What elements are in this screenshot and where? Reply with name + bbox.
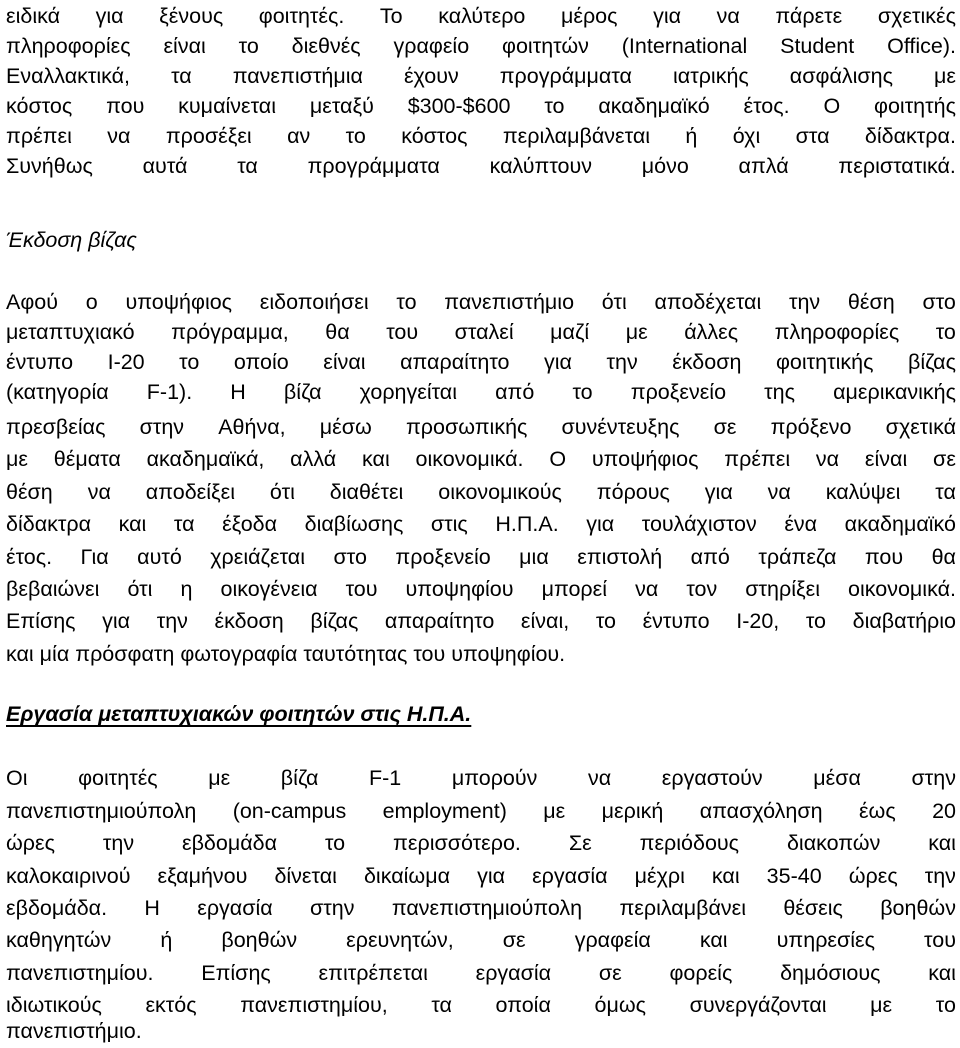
word: τα <box>237 154 258 178</box>
word: εργασία <box>475 961 552 985</box>
word: έτος. <box>6 545 53 569</box>
text-line <box>6 376 956 409</box>
word: απαραίτητο <box>400 350 510 374</box>
word: εκτός <box>145 993 197 1017</box>
text-line <box>6 924 956 957</box>
word: ακαδημαϊκό <box>844 512 956 536</box>
word: το <box>935 320 956 344</box>
word: σε <box>713 415 737 439</box>
word: σε <box>502 928 526 952</box>
word: πρεσβείας <box>6 415 106 439</box>
word: φοιτητές <box>78 766 158 790</box>
word: πανεπιστήμιο <box>444 290 575 314</box>
word: ακαδημαϊκά, <box>146 447 265 471</box>
word: γραφεία <box>574 928 651 952</box>
word: την <box>156 609 188 633</box>
word: υποψήφιος <box>591 447 699 471</box>
word: στην <box>310 896 355 920</box>
word: F-1). <box>146 380 193 404</box>
word: οικογένεια <box>220 577 318 601</box>
word: που <box>106 94 145 118</box>
word: την <box>788 290 821 314</box>
word: τουλάχιστον <box>641 512 757 536</box>
word: $300-$600 <box>407 94 511 118</box>
word: ώρες <box>848 864 898 888</box>
text-line <box>6 346 956 379</box>
word: στην <box>911 766 956 790</box>
word: χρειάζεται <box>210 545 306 569</box>
word: Η.Π.Α. <box>495 512 559 536</box>
word: να <box>635 577 659 601</box>
word: εργαστούν <box>661 766 763 790</box>
word: το <box>805 609 827 633</box>
word: ακαδημαϊκό <box>598 94 710 118</box>
word: Ο <box>549 447 567 471</box>
word: ασφάλισης <box>789 64 893 88</box>
text-line <box>6 541 956 574</box>
word: περιόδους <box>639 831 740 855</box>
word: Αφού <box>6 290 58 314</box>
word: τα <box>171 64 192 88</box>
word: μέσω <box>319 415 372 439</box>
word: αλλά <box>290 447 337 471</box>
word: είναι <box>864 447 908 471</box>
word: βοηθών <box>221 928 298 952</box>
section-heading-work: Εργασία μεταπτυχιακών φοιτητών στις Η.Π.Α. <box>6 702 472 726</box>
word: θέση <box>847 290 895 314</box>
word: 35-40 <box>766 864 822 888</box>
word: για <box>477 864 506 888</box>
word: I-20, <box>736 609 780 633</box>
word: το <box>544 94 565 118</box>
word: καλύψει <box>825 480 901 504</box>
text-line <box>6 316 956 349</box>
word: μπορεί <box>541 577 608 601</box>
word: διακοπών <box>786 831 881 855</box>
word: βίζα <box>280 766 319 790</box>
word: έξοδα <box>222 512 278 536</box>
word: τα <box>431 993 452 1017</box>
word: περιλαμβάνει <box>619 896 747 920</box>
word: 20 <box>932 799 956 823</box>
word: πανεπιστημιούπολη <box>6 799 197 823</box>
text-line <box>6 0 956 33</box>
word: περισσότερο. <box>393 831 521 855</box>
text-line-last: και μία πρόσφατη φωτογραφία ταυτότητας του υποψηφίου. <box>6 642 566 666</box>
word: διαβίωσης <box>304 512 404 536</box>
word: αποδέχεται <box>654 290 762 314</box>
word: πρέπει <box>724 447 791 471</box>
word: στην <box>139 415 185 439</box>
word: εξαμήνου <box>157 864 248 888</box>
word: να <box>587 766 612 790</box>
word: σε <box>598 961 622 985</box>
word: πρόξενο <box>770 415 852 439</box>
word: μαζί <box>550 320 590 344</box>
word: φοιτητές. <box>258 4 345 28</box>
word: σχετικά <box>885 415 956 439</box>
word: βίζας <box>310 609 359 633</box>
word: Η <box>230 380 246 404</box>
word: καλύπτουν <box>489 154 592 178</box>
word: πρέπει <box>6 124 72 148</box>
text-line <box>6 827 956 860</box>
word: του <box>345 577 378 601</box>
text-line <box>6 60 956 93</box>
word: (κατηγορία <box>6 380 109 404</box>
word: είναι <box>163 34 206 58</box>
word: διεθνές <box>291 34 361 58</box>
word: Η <box>144 896 160 920</box>
word: το <box>572 380 593 404</box>
word: υποψήφιος <box>125 290 233 314</box>
word: στο <box>922 290 956 314</box>
word: θέση <box>6 480 53 504</box>
word: ο <box>85 290 98 314</box>
word: στα <box>795 124 830 148</box>
word: και <box>928 961 956 985</box>
word: ειδοποιήσει <box>259 290 369 314</box>
word: προγράμματα <box>499 64 632 88</box>
text-line <box>6 476 956 509</box>
word: έντυπο <box>642 609 710 633</box>
word: να <box>87 480 111 504</box>
text-line <box>6 90 956 123</box>
word: Το <box>379 4 403 28</box>
word: του <box>386 320 419 344</box>
word: την <box>102 831 135 855</box>
text-line <box>6 892 956 925</box>
word: και <box>928 831 956 855</box>
word: το <box>595 609 616 633</box>
word: Επίσης <box>201 961 271 985</box>
word: συνεργάζονται <box>689 993 827 1017</box>
word: όμως <box>594 993 647 1017</box>
word: έχουν <box>403 64 459 88</box>
word: ότι <box>601 290 627 314</box>
word: και <box>699 928 728 952</box>
word: δίνεται <box>274 864 337 888</box>
word: κόστος <box>6 94 73 118</box>
word: στο <box>333 545 367 569</box>
word: θα <box>931 545 956 569</box>
word: βοηθών <box>880 896 956 920</box>
word: καθηγητών <box>6 928 112 952</box>
word: σταλεί <box>454 320 514 344</box>
word: στηρίξει <box>745 577 820 601</box>
word: βεβαιώνει <box>6 577 100 601</box>
word: ή <box>685 124 698 148</box>
word: την <box>606 350 638 374</box>
word: για <box>95 4 124 28</box>
word: είναι, <box>520 609 570 633</box>
word: ένα <box>784 512 818 536</box>
word: Αθήνα, <box>218 415 286 439</box>
word: (on-campus <box>232 799 347 823</box>
word: έκδοση <box>214 609 284 633</box>
word: αμερικανικής <box>833 380 956 404</box>
text-line <box>6 957 956 990</box>
word: το <box>396 290 417 314</box>
word: θέματα <box>53 447 121 471</box>
word: άλλες <box>684 320 739 344</box>
text-line <box>6 795 956 828</box>
word: διαβατήριο <box>852 609 956 633</box>
word: πληροφορίες <box>6 34 131 58</box>
word: με <box>6 447 28 471</box>
word: δίδακτρα. <box>864 124 956 148</box>
word: επιτρέπεται <box>318 961 428 985</box>
word: ότι <box>269 480 295 504</box>
word: ερευνητών, <box>346 928 454 952</box>
word: οικονομικά. <box>848 577 956 601</box>
text-line <box>6 286 956 319</box>
word: ξένους <box>159 4 224 28</box>
word: για <box>653 4 682 28</box>
word: η <box>180 577 193 601</box>
word: στις <box>430 512 468 536</box>
word: μέχρι <box>634 864 685 888</box>
word: μέρος <box>560 4 618 28</box>
word: μια <box>519 545 549 569</box>
word: ή <box>160 928 173 952</box>
word: Συνήθως <box>6 154 93 178</box>
word: μπορούν <box>451 766 538 790</box>
word: τα <box>935 480 956 504</box>
word: κόστος <box>401 124 468 148</box>
word: πάρετε <box>775 4 843 28</box>
word: και <box>711 864 740 888</box>
text-line <box>6 120 956 153</box>
word: μέσα <box>813 766 861 790</box>
word: το <box>324 831 346 855</box>
word: ώρες <box>6 831 55 855</box>
word: βίζα <box>283 380 322 404</box>
word: οποία <box>495 993 551 1017</box>
word: ειδικά <box>6 4 61 28</box>
word: γραφείο <box>393 34 470 58</box>
word: καλύτερο <box>438 4 526 28</box>
word: σχετικές <box>877 4 956 28</box>
text-line <box>6 605 956 638</box>
word: φοιτητικής <box>775 350 874 374</box>
word: το <box>238 34 259 58</box>
word: Επίσης <box>6 609 76 633</box>
word: περιλαμβάνεται <box>502 124 651 148</box>
word: για <box>704 480 733 504</box>
word: οικονομικά. <box>415 447 524 471</box>
word: εβδομάδα <box>181 831 278 855</box>
word: πανεπιστημίου, <box>240 993 388 1017</box>
word: του <box>924 928 956 952</box>
word: με <box>934 64 956 88</box>
word: δημόσιους <box>780 961 881 985</box>
word: έτος. <box>743 94 790 118</box>
word: εργασία <box>532 864 608 888</box>
word: εβδομάδα. <box>6 896 108 920</box>
word: πόρους <box>596 480 670 504</box>
word: Student <box>780 34 855 58</box>
text-line <box>6 508 956 541</box>
text-line <box>6 443 956 476</box>
word: μεταπτυχιακό <box>6 320 135 344</box>
word: με <box>625 320 648 344</box>
word: οποίο <box>233 350 289 374</box>
word: είναι <box>323 350 366 374</box>
text-line <box>6 762 956 795</box>
word: με <box>208 766 231 790</box>
text-line-last: πανεπιστήμιο. <box>6 1019 142 1043</box>
text-line <box>6 30 956 63</box>
word: από <box>495 380 535 404</box>
word: πανεπιστημιούπολη <box>391 896 583 920</box>
word: πρόγραμμα, <box>171 320 289 344</box>
word: και <box>362 447 390 471</box>
word: προξενείο <box>395 545 491 569</box>
word: από <box>690 545 730 569</box>
text-line <box>6 573 956 606</box>
word: μεταξύ <box>309 94 374 118</box>
word: της <box>764 380 795 404</box>
word: και <box>118 512 147 536</box>
word: απλά <box>738 154 789 178</box>
word: Ο <box>823 94 841 118</box>
word: (International <box>621 34 748 58</box>
word: κυμαίνεται <box>178 94 277 118</box>
word: μόνο <box>641 154 689 178</box>
word: Οι <box>6 766 28 790</box>
word: έκδοση <box>672 350 742 374</box>
word: για <box>102 609 131 633</box>
word: με <box>870 993 893 1017</box>
text-line <box>6 150 956 183</box>
word: το <box>935 993 956 1017</box>
word: το <box>179 350 200 374</box>
word: προσέξει <box>165 124 252 148</box>
word: προγράμματα <box>307 154 440 178</box>
word: βίζας <box>907 350 956 374</box>
word: F-1 <box>369 766 402 790</box>
word: να <box>767 480 791 504</box>
word: ιδιωτικούς <box>6 993 102 1017</box>
word: για <box>544 350 572 374</box>
section-heading-visa: Έκδοση βίζας <box>6 228 137 252</box>
word: αν <box>287 124 311 148</box>
word: επιστολή <box>577 545 663 569</box>
word: να <box>107 124 131 148</box>
word: μερική <box>601 799 664 823</box>
word: αποδείξει <box>145 480 236 504</box>
word: την <box>924 864 956 888</box>
word: περιστατικά. <box>838 154 956 178</box>
word: Για <box>80 545 109 569</box>
word: αυτά <box>142 154 188 178</box>
word: πανεπιστήμια <box>232 64 363 88</box>
word: τα <box>173 512 195 536</box>
word: δικαίωμα <box>363 864 451 888</box>
word: προσωπικής <box>405 415 528 439</box>
text-line <box>6 411 956 444</box>
word: φοιτητών <box>502 34 589 58</box>
word: τον <box>686 577 718 601</box>
word: για <box>586 512 615 536</box>
word: όχι <box>732 124 761 148</box>
word: δίδακτρα <box>6 512 92 536</box>
word: πανεπιστημίου. <box>6 961 154 985</box>
word: έως <box>858 799 896 823</box>
word: να <box>815 447 840 471</box>
word: οικονομικούς <box>438 480 562 504</box>
word: φοιτητής <box>874 94 956 118</box>
word: θα <box>325 320 350 344</box>
word: employment) <box>382 799 507 823</box>
word: σε <box>933 447 956 471</box>
word: διαθέτει <box>329 480 404 504</box>
word: Σε <box>568 831 592 855</box>
word: χορηγείται <box>359 380 458 404</box>
word: φορείς <box>669 961 733 985</box>
word: τράπεζα <box>758 545 837 569</box>
word: Office). <box>887 34 956 58</box>
text-line <box>6 860 956 893</box>
word: συνέντευξης <box>561 415 680 439</box>
word: να <box>716 4 740 28</box>
word: απασχόληση <box>699 799 823 823</box>
word: καλοκαιρινού <box>6 864 131 888</box>
word: εργασία <box>197 896 273 920</box>
word: I-20 <box>107 350 145 374</box>
word: υπηρεσίες <box>776 928 875 952</box>
word: θέσεις <box>783 896 843 920</box>
word: Εναλλακτικά, <box>6 64 131 88</box>
word: με <box>543 799 566 823</box>
word: υποψηφίου <box>405 577 514 601</box>
word: ιατρικής <box>673 64 749 88</box>
word: απαραίτητο <box>384 609 495 633</box>
word: πληροφορίες <box>774 320 900 344</box>
word: το <box>345 124 366 148</box>
word: έντυπο <box>6 350 74 374</box>
word: αυτό <box>137 545 182 569</box>
word: που <box>864 545 904 569</box>
word: προξενείο <box>630 380 727 404</box>
word: ότι <box>127 577 153 601</box>
